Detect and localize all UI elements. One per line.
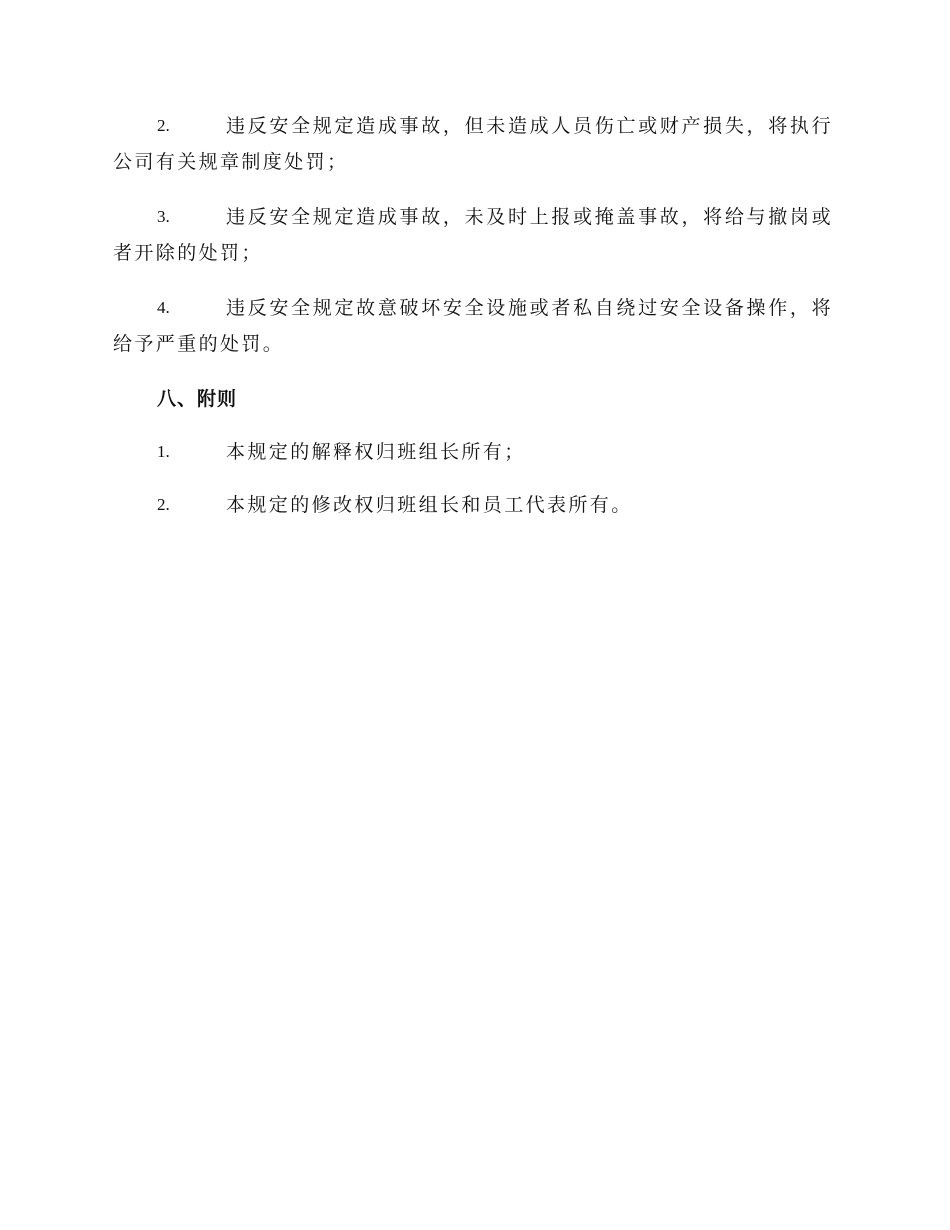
list-item-text: 违反安全规定故意破坏安全设施或者私自绕过安全设备操作，将给予严重的处罚。	[113, 297, 833, 355]
list-item-number: 2.	[157, 495, 170, 514]
list-item-number: 2.	[157, 116, 170, 135]
list-item-number: 1.	[157, 442, 170, 461]
list-item	[113, 290, 833, 362]
list-item-text: 违反安全规定造成事故，未及时上报或掩盖事故，将给与撤岗或者开除的处罚；	[113, 206, 833, 264]
list-item-number: 3.	[157, 207, 170, 226]
list-item	[113, 199, 833, 271]
list-item-text: 违反安全规定造成事故，但未造成人员伤亡或财产损失，将执行公司有关规章制度处罚；	[113, 115, 833, 173]
list-item	[113, 487, 833, 523]
section-heading: 八、附则	[157, 388, 238, 410]
list-item	[113, 434, 833, 470]
list-item	[113, 108, 833, 180]
list-item-text: 本规定的解释权归班组长所有；	[226, 441, 526, 463]
list-item-number: 4.	[157, 298, 170, 317]
document-body	[113, 108, 833, 540]
list-item-text: 本规定的修改权归班组长和员工代表所有。	[226, 494, 633, 516]
